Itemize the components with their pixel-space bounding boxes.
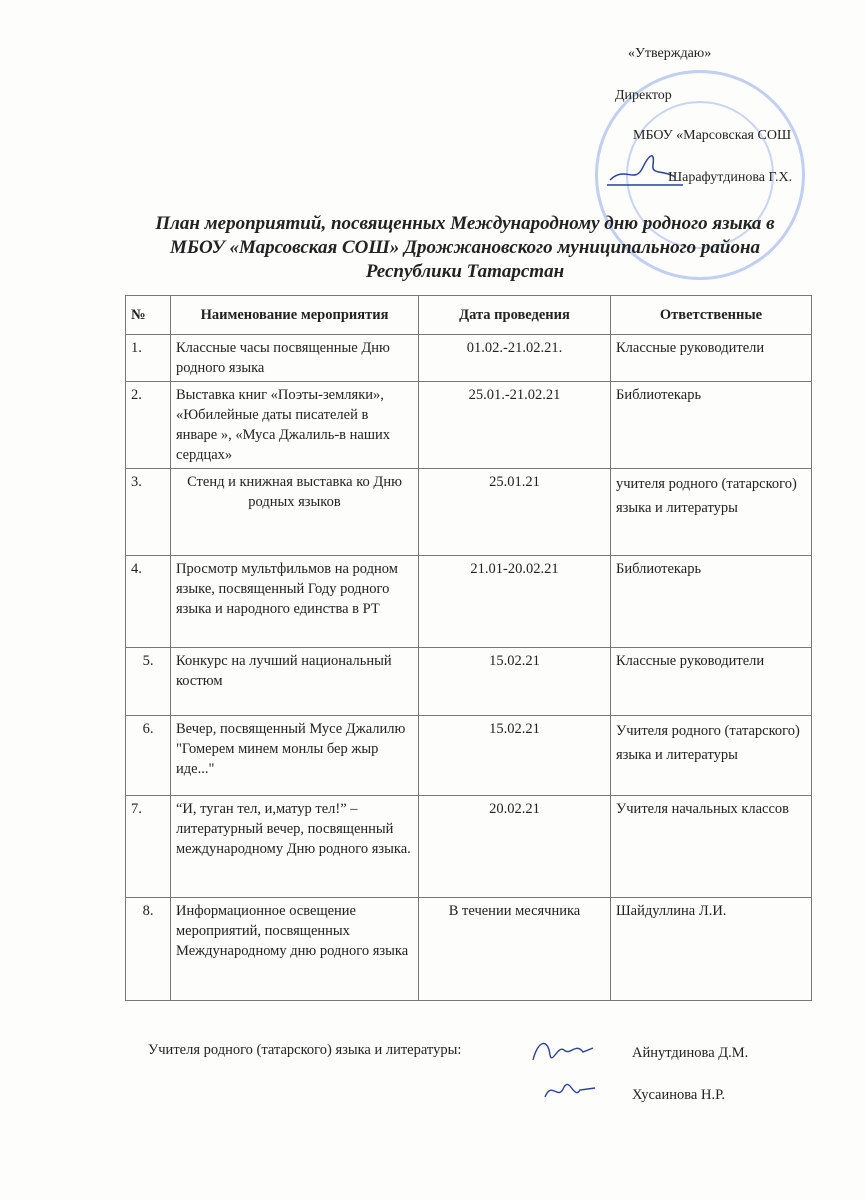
row-date: 15.02.21 bbox=[419, 716, 611, 796]
table-row bbox=[126, 898, 812, 1001]
row-responsible: Учителя родного (татарского) языка и литературы bbox=[611, 716, 812, 796]
title-line-2: МБОУ «Марсовская СОШ» Дрожжановского муниципального района bbox=[170, 237, 760, 258]
row-responsible: Библиотекарь bbox=[611, 382, 812, 469]
row-responsible: учителя родного (татарского) языка и литературы bbox=[611, 469, 812, 556]
row-number: 3. bbox=[126, 469, 171, 556]
row-number: 8. bbox=[126, 898, 171, 1001]
events-table bbox=[125, 295, 812, 1001]
table-row bbox=[126, 382, 812, 469]
row-number: 7. bbox=[126, 796, 171, 898]
row-name: Стенд и книжная выставка ко Дню родных языков bbox=[171, 469, 419, 556]
teacher2-signature bbox=[540, 1072, 600, 1108]
approval-position: Директор bbox=[615, 88, 672, 103]
approval-signer: Шарафутдинова Г.Х. bbox=[668, 170, 793, 185]
table-row bbox=[126, 796, 812, 898]
approval-heading: «Утверждаю» bbox=[628, 46, 712, 61]
row-name: Конкурс на лучший национальный костюм bbox=[171, 648, 419, 716]
teacher-1: Айнутдинова Д.М. bbox=[632, 1045, 749, 1061]
teacher-2: Хусаинова Н.Р. bbox=[632, 1087, 725, 1103]
document-title bbox=[60, 212, 865, 284]
table-row bbox=[126, 648, 812, 716]
row-number: 5. bbox=[126, 648, 171, 716]
row-number: 2. bbox=[126, 382, 171, 469]
row-number: 6. bbox=[126, 716, 171, 796]
table-row bbox=[126, 469, 812, 556]
header-number: № bbox=[126, 296, 171, 335]
row-name: Информационное освещение мероприятий, посвященных Международному дню родного языка bbox=[171, 898, 419, 1001]
row-name: Вечер, посвященный Мусе Джалилю "Гомерем минем монлы бер жыр иде..." bbox=[171, 716, 419, 796]
table-row bbox=[126, 556, 812, 648]
header-date: Дата проведения bbox=[419, 296, 611, 335]
row-responsible: Классные руководители bbox=[611, 335, 812, 382]
row-name: Классные часы посвященные Дню родного языка bbox=[171, 335, 419, 382]
row-date: 25.01.21 bbox=[419, 469, 611, 556]
header-responsible: Ответственные bbox=[611, 296, 812, 335]
row-number: 4. bbox=[126, 556, 171, 648]
row-date: 21.01-20.02.21 bbox=[419, 556, 611, 648]
row-responsible: Библиотекарь bbox=[611, 556, 812, 648]
row-number: 1. bbox=[126, 335, 171, 382]
row-date: 01.02.-21.02.21. bbox=[419, 335, 611, 382]
row-name: “И, туган тел, и,матур тел!” – литературный вечер, посвященный международному Дню родного языка. bbox=[171, 796, 419, 898]
table-row bbox=[126, 335, 812, 382]
footer-label: Учителя родного (татарского) языка и литературы: bbox=[148, 1042, 462, 1058]
row-name: Просмотр мультфильмов на родном языке, посвященный Году родного языка и народного единства в РТ bbox=[171, 556, 419, 648]
title-line-3: Республики Татарстан bbox=[365, 261, 565, 282]
row-date: 15.02.21 bbox=[419, 648, 611, 716]
title-line-1: План мероприятий, посвященных Международному дню родного языка в bbox=[155, 213, 775, 234]
row-date: 25.01.-21.02.21 bbox=[419, 382, 611, 469]
row-date: В течении месячника bbox=[419, 898, 611, 1001]
row-date: 20.02.21 bbox=[419, 796, 611, 898]
row-name: Выставка книг «Поэты-земляки», «Юбилейные даты писателей в январе », «Муса Джалиль-в наших сердцах» bbox=[171, 382, 419, 469]
row-responsible: Шайдуллина Л.И. bbox=[611, 898, 812, 1001]
teacher1-signature bbox=[528, 1030, 598, 1070]
header-name: Наименование мероприятия bbox=[171, 296, 419, 335]
table-header-row bbox=[126, 296, 812, 335]
approval-organization: МБОУ «Марсовская СОШ bbox=[633, 128, 792, 143]
table-row bbox=[126, 716, 812, 796]
row-responsible: Учителя начальных классов bbox=[611, 796, 812, 898]
row-responsible: Классные руководители bbox=[611, 648, 812, 716]
